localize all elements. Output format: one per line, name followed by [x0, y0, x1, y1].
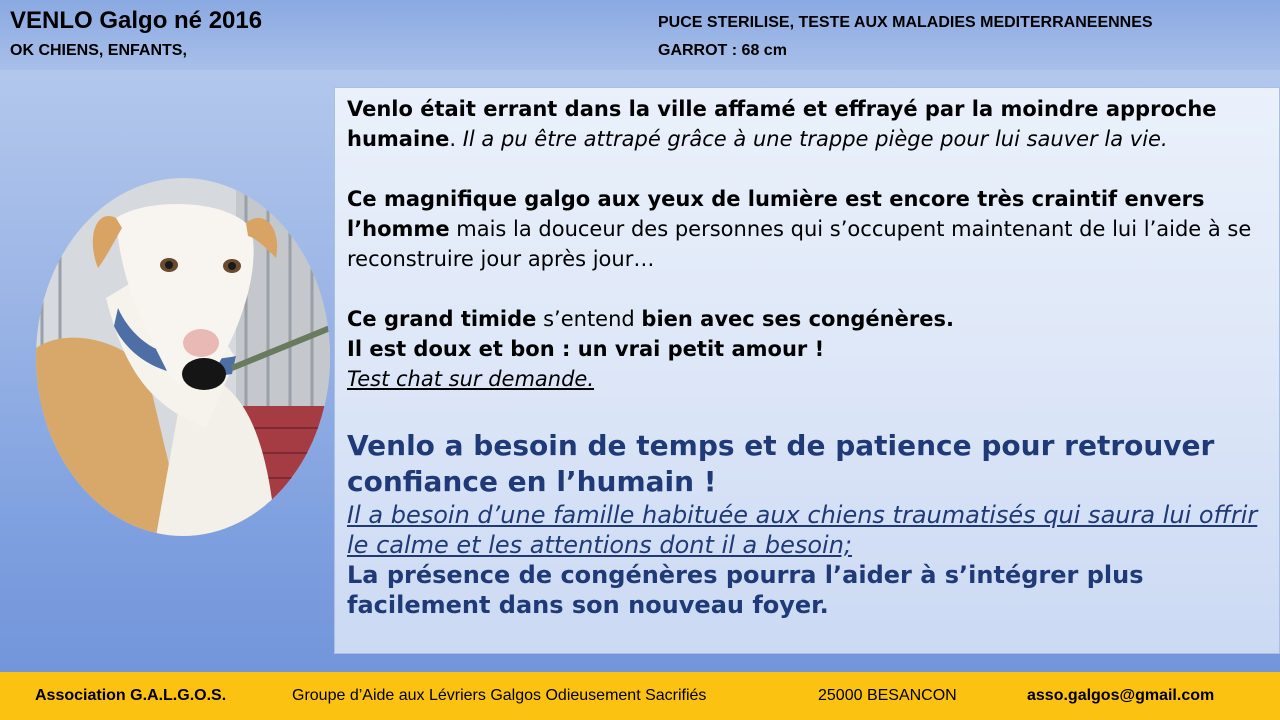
city: 25000 BESANCON [818, 687, 957, 704]
description-panel [334, 87, 1280, 654]
congeners-bold-2: bien avec ses congénères. [641, 307, 954, 331]
intro-italic: Il a pu être attrapé grâce à une trappe piège pour lui sauver la vie. [462, 127, 1168, 151]
footer-bar [0, 672, 1280, 720]
needs-heading: Venlo a besoin de temps et de patience pour retrouver confiance en l’humain ! [347, 429, 1215, 498]
paragraph-gentle: Il est doux et bon : un vrai petit amour ! [347, 337, 825, 361]
page-title: VENLO Galgo né 2016 [10, 7, 263, 34]
greyhound-photo-icon [36, 178, 330, 536]
paragraph-character [347, 184, 1273, 274]
contact-email: asso.galgos@gmail.com [1027, 687, 1215, 704]
family-needs: Il a besoin d’une famille habituée aux chiens traumatisés qui saura lui offrir le calme et les attentions dont il a besoin; [347, 501, 1258, 559]
height-info: GARROT : 68 cm [658, 42, 787, 59]
header-bar [0, 0, 1280, 70]
intro-dot: . [449, 127, 463, 151]
dog-photo [36, 178, 330, 536]
closing-note: La présence de congénères pourra l’aider à s’intégrer plus facilement dans son nouveau foyer. [347, 561, 1144, 619]
group-full-name: Groupe d’Aide aux Lévriers Galgos Odieusement Sacrifiés [292, 687, 707, 704]
congeners-mid: s’entend [536, 307, 642, 331]
health-info: PUCE STERILISE, TESTE AUX MALADIES MEDITERRANEENNES [658, 14, 1153, 31]
subtitle: OK CHIENS, ENFANTS, [10, 42, 187, 59]
cat-test-note: Test chat sur demande. [347, 367, 595, 391]
character-rest: mais la douceur des personnes qui s’occupent maintenant de lui l’aide à se reconstruire jour après jour… [347, 217, 1252, 271]
intro-bold: Venlo était errant dans la ville affamé et effrayé par la moindre approche humaine [347, 97, 1217, 151]
association-name: Association G.A.L.G.O.S. [35, 687, 227, 704]
paragraph-intro [347, 94, 1273, 154]
paragraph-congeners [347, 304, 1273, 334]
character-bold: Ce magnifique galgo aux yeux de lumière est encore très craintif envers l’homme [347, 187, 1205, 241]
congeners-bold-1: Ce grand timide [347, 307, 537, 331]
